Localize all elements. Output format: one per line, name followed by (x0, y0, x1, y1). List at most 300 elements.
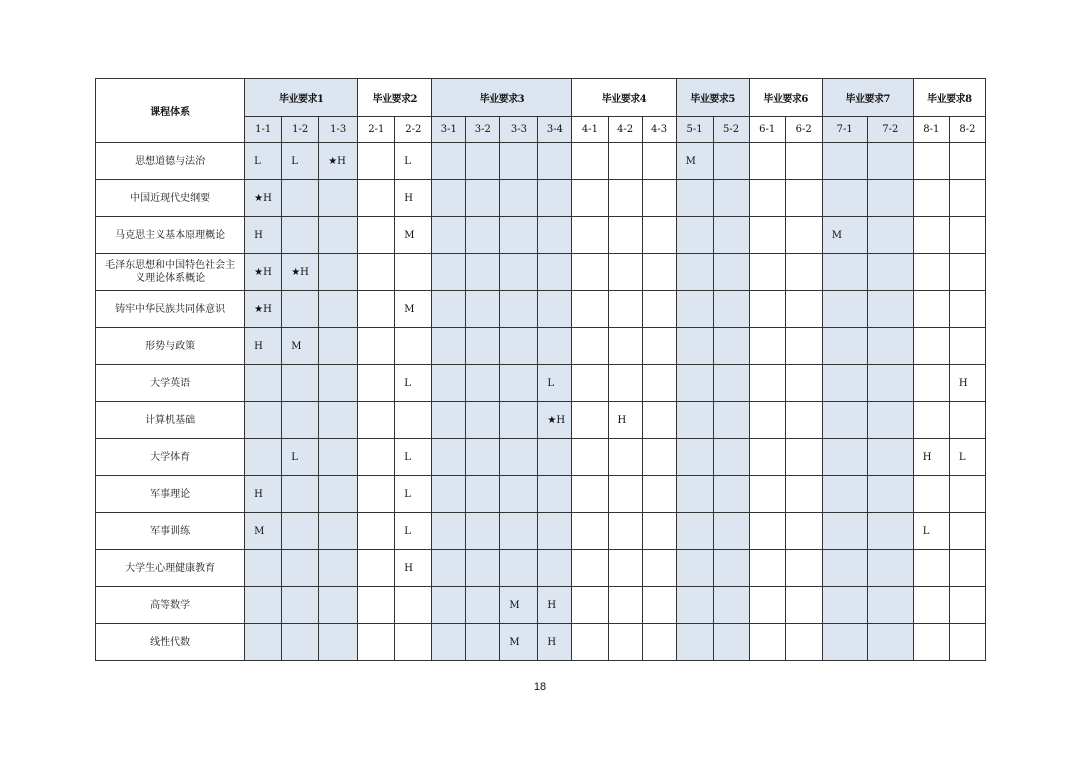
support-level-cell (466, 291, 500, 328)
course-name: 大学体育 (96, 439, 245, 476)
support-level-cell (500, 402, 538, 439)
support-level-cell (319, 365, 358, 402)
support-level-cell: L (395, 476, 432, 513)
support-level-cell (785, 365, 822, 402)
support-level-cell (913, 624, 949, 661)
support-level-cell: M (500, 587, 538, 624)
table-row (96, 217, 986, 254)
support-level-cell (822, 550, 867, 587)
support-level-cell (608, 328, 642, 365)
header-row-groups (96, 79, 986, 117)
support-level-cell (822, 513, 867, 550)
support-level-cell (538, 291, 572, 328)
support-level-cell (949, 476, 985, 513)
support-level-cell (608, 365, 642, 402)
support-level-cell: L (538, 365, 572, 402)
requirement-group-header: 毕业要求8 (913, 79, 985, 117)
support-level-cell (713, 217, 749, 254)
support-level-cell (466, 365, 500, 402)
support-level-cell (785, 180, 822, 217)
support-level-cell (749, 328, 785, 365)
sub-requirement-header: 3-1 (432, 117, 466, 143)
sub-requirement-header: 3-4 (538, 117, 572, 143)
support-level-cell (395, 402, 432, 439)
support-level-cell (282, 402, 319, 439)
support-level-cell (608, 550, 642, 587)
support-level-cell (319, 624, 358, 661)
support-level-cell (282, 217, 319, 254)
support-level-cell (822, 439, 867, 476)
support-level-cell (358, 439, 395, 476)
support-level-cell (676, 550, 713, 587)
support-level-cell (749, 291, 785, 328)
support-level-cell (358, 217, 395, 254)
support-level-cell (867, 254, 913, 291)
support-level-cell (432, 143, 466, 180)
course-name: 形势与政策 (96, 328, 245, 365)
support-level-cell (538, 180, 572, 217)
support-level-cell: H (538, 587, 572, 624)
support-level-cell: H (608, 402, 642, 439)
table-row (96, 143, 986, 180)
support-level-cell (608, 217, 642, 254)
support-level-cell: H (245, 476, 282, 513)
support-level-cell (913, 143, 949, 180)
support-level-cell (245, 365, 282, 402)
support-level-cell (432, 402, 466, 439)
support-level-cell: H (949, 365, 985, 402)
support-level-cell (642, 143, 676, 180)
support-level-cell (282, 291, 319, 328)
support-level-cell (432, 217, 466, 254)
support-level-cell (822, 402, 867, 439)
table-row (96, 291, 986, 328)
support-level-cell: M (500, 624, 538, 661)
course-name: 军事训练 (96, 513, 245, 550)
support-level-cell: ★H (319, 143, 358, 180)
support-level-cell (358, 476, 395, 513)
support-level-cell: M (245, 513, 282, 550)
support-level-cell (572, 476, 608, 513)
support-level-cell (867, 513, 913, 550)
course-name: 思想道德与法治 (96, 143, 245, 180)
table-row (96, 254, 986, 291)
support-level-cell (572, 624, 608, 661)
support-level-cell (572, 439, 608, 476)
support-level-cell (713, 143, 749, 180)
support-level-cell: L (395, 439, 432, 476)
support-level-cell (319, 291, 358, 328)
support-level-cell (572, 180, 608, 217)
sub-requirement-header: 6-2 (785, 117, 822, 143)
table-row (96, 513, 986, 550)
sub-requirement-header: 3-3 (500, 117, 538, 143)
support-level-cell (432, 254, 466, 291)
support-level-cell (245, 439, 282, 476)
support-level-cell (713, 254, 749, 291)
sub-requirement-header: 5-2 (713, 117, 749, 143)
support-level-cell (432, 439, 466, 476)
support-level-cell (713, 624, 749, 661)
support-level-cell (867, 587, 913, 624)
support-level-cell (676, 402, 713, 439)
support-level-cell (608, 513, 642, 550)
support-level-cell (949, 402, 985, 439)
support-level-cell: L (913, 513, 949, 550)
support-level-cell (358, 291, 395, 328)
support-level-cell (913, 328, 949, 365)
support-level-cell (749, 402, 785, 439)
table-row (96, 439, 986, 476)
course-name: 铸牢中华民族共同体意识 (96, 291, 245, 328)
support-level-cell (500, 328, 538, 365)
support-level-cell (358, 254, 395, 291)
support-level-cell (319, 587, 358, 624)
support-level-cell (949, 587, 985, 624)
support-level-cell (432, 180, 466, 217)
table-row (96, 402, 986, 439)
support-level-cell (245, 402, 282, 439)
support-level-cell (500, 476, 538, 513)
course-name: 军事理论 (96, 476, 245, 513)
sub-requirement-header: 8-1 (913, 117, 949, 143)
course-name: 中国近现代史纲要 (96, 180, 245, 217)
support-level-cell (785, 624, 822, 661)
course-name: 计算机基础 (96, 402, 245, 439)
support-level-cell (749, 217, 785, 254)
requirement-group-header: 毕业要求2 (358, 79, 432, 117)
support-level-cell (713, 513, 749, 550)
support-level-cell (466, 624, 500, 661)
support-level-cell (822, 180, 867, 217)
support-level-cell (642, 180, 676, 217)
support-level-cell (785, 291, 822, 328)
sub-requirement-header: 2-1 (358, 117, 395, 143)
support-level-cell (822, 624, 867, 661)
support-level-cell (642, 328, 676, 365)
support-level-cell (466, 402, 500, 439)
support-level-cell (785, 254, 822, 291)
support-level-cell (749, 365, 785, 402)
support-level-cell (642, 550, 676, 587)
support-level-cell: L (395, 513, 432, 550)
support-level-cell (785, 328, 822, 365)
support-level-cell (466, 439, 500, 476)
support-level-cell (676, 291, 713, 328)
support-level-cell (245, 550, 282, 587)
support-level-cell (572, 402, 608, 439)
support-level-cell: ★H (245, 291, 282, 328)
support-level-cell (432, 365, 466, 402)
support-level-cell (676, 180, 713, 217)
support-level-cell (867, 143, 913, 180)
sub-requirement-header: 1-2 (282, 117, 319, 143)
support-level-cell (642, 217, 676, 254)
support-level-cell (749, 550, 785, 587)
support-level-cell (676, 439, 713, 476)
support-level-cell (466, 476, 500, 513)
sub-requirement-header: 8-2 (949, 117, 985, 143)
sub-requirement-header: 7-2 (867, 117, 913, 143)
support-level-cell (822, 291, 867, 328)
support-level-cell (608, 476, 642, 513)
support-level-cell (538, 550, 572, 587)
support-level-cell (538, 439, 572, 476)
support-level-cell (913, 217, 949, 254)
support-level-cell (500, 143, 538, 180)
support-level-cell: M (822, 217, 867, 254)
support-level-cell (608, 143, 642, 180)
support-level-cell (358, 587, 395, 624)
support-level-cell (608, 587, 642, 624)
support-level-cell (949, 180, 985, 217)
support-level-cell (319, 402, 358, 439)
support-level-cell (466, 550, 500, 587)
support-level-cell (432, 587, 466, 624)
support-level-cell: H (913, 439, 949, 476)
support-level-cell (282, 180, 319, 217)
support-level-cell (282, 624, 319, 661)
support-level-cell (358, 624, 395, 661)
support-level-cell (822, 143, 867, 180)
support-level-cell (676, 217, 713, 254)
support-level-cell (245, 587, 282, 624)
support-level-cell (785, 143, 822, 180)
support-level-cell (572, 254, 608, 291)
support-level-cell (713, 180, 749, 217)
sub-requirement-header: 1-1 (245, 117, 282, 143)
support-level-cell (282, 513, 319, 550)
support-level-cell (432, 291, 466, 328)
support-level-cell (949, 254, 985, 291)
support-level-cell (642, 439, 676, 476)
support-level-cell (358, 328, 395, 365)
support-level-cell: L (395, 365, 432, 402)
support-level-cell (713, 550, 749, 587)
support-level-cell (867, 365, 913, 402)
support-level-cell (642, 291, 676, 328)
page-number: 18 (533, 681, 547, 693)
support-level-cell (785, 513, 822, 550)
support-level-cell (466, 513, 500, 550)
support-level-cell (608, 254, 642, 291)
support-level-cell (867, 476, 913, 513)
support-level-cell: H (245, 217, 282, 254)
support-level-cell (319, 254, 358, 291)
support-level-cell (749, 143, 785, 180)
support-level-cell (466, 180, 500, 217)
support-level-cell (785, 439, 822, 476)
support-level-cell: L (282, 439, 319, 476)
sub-requirement-header: 3-2 (466, 117, 500, 143)
support-level-cell (282, 587, 319, 624)
support-level-cell (395, 328, 432, 365)
support-level-cell: L (395, 143, 432, 180)
support-level-cell (319, 513, 358, 550)
support-level-cell (676, 365, 713, 402)
sub-requirement-header: 4-2 (608, 117, 642, 143)
support-level-cell (713, 365, 749, 402)
support-level-cell (913, 587, 949, 624)
support-level-cell (867, 217, 913, 254)
support-level-cell: ★H (538, 402, 572, 439)
support-level-cell (572, 328, 608, 365)
support-level-cell (949, 624, 985, 661)
support-level-cell (949, 217, 985, 254)
support-level-cell (867, 624, 913, 661)
support-level-cell (713, 476, 749, 513)
support-level-cell (867, 550, 913, 587)
support-level-cell: M (395, 291, 432, 328)
requirement-group-header: 毕业要求4 (572, 79, 676, 117)
support-level-cell (749, 254, 785, 291)
support-level-cell (466, 254, 500, 291)
support-level-cell (676, 328, 713, 365)
requirement-group-header: 毕业要求5 (676, 79, 749, 117)
support-level-cell (949, 328, 985, 365)
support-level-cell: H (395, 180, 432, 217)
support-level-cell (358, 402, 395, 439)
support-level-cell (319, 217, 358, 254)
table-row (96, 180, 986, 217)
support-level-cell: M (395, 217, 432, 254)
support-level-cell (538, 217, 572, 254)
support-level-cell (949, 143, 985, 180)
table-row (96, 550, 986, 587)
support-level-cell (867, 439, 913, 476)
support-level-cell (676, 476, 713, 513)
support-level-cell (319, 180, 358, 217)
support-level-cell (432, 624, 466, 661)
support-level-cell (432, 550, 466, 587)
support-level-cell (913, 402, 949, 439)
support-level-cell (500, 439, 538, 476)
support-level-cell (500, 365, 538, 402)
support-level-cell (785, 402, 822, 439)
support-level-cell: M (282, 328, 319, 365)
support-level-cell (713, 291, 749, 328)
support-level-cell (867, 402, 913, 439)
support-level-cell (500, 254, 538, 291)
support-level-cell (500, 291, 538, 328)
support-level-cell (282, 476, 319, 513)
support-level-cell (572, 291, 608, 328)
support-level-cell (713, 439, 749, 476)
support-level-cell (358, 180, 395, 217)
support-level-cell (749, 439, 785, 476)
table-row (96, 476, 986, 513)
support-level-cell (867, 328, 913, 365)
support-level-cell (642, 624, 676, 661)
support-level-cell (949, 291, 985, 328)
support-level-cell (538, 513, 572, 550)
support-level-cell (642, 476, 676, 513)
support-level-cell (432, 476, 466, 513)
support-level-cell (395, 624, 432, 661)
requirement-group-header: 毕业要求3 (432, 79, 572, 117)
support-level-cell (319, 550, 358, 587)
support-level-cell (913, 180, 949, 217)
corner-header: 课程体系 (96, 79, 245, 143)
support-level-cell (245, 624, 282, 661)
sub-requirement-header: 4-1 (572, 117, 608, 143)
sub-requirement-header: 4-3 (642, 117, 676, 143)
course-name: 大学生心理健康教育 (96, 550, 245, 587)
sub-requirement-header: 1-3 (319, 117, 358, 143)
support-level-cell: L (282, 143, 319, 180)
support-level-cell (500, 513, 538, 550)
support-level-cell (282, 550, 319, 587)
support-level-cell (432, 328, 466, 365)
course-name: 高等数学 (96, 587, 245, 624)
support-level-cell (282, 365, 319, 402)
support-level-cell: ★H (245, 180, 282, 217)
support-level-cell (949, 513, 985, 550)
table-row (96, 328, 986, 365)
support-level-cell (822, 365, 867, 402)
support-level-cell (749, 624, 785, 661)
support-level-cell (608, 439, 642, 476)
support-level-cell: H (395, 550, 432, 587)
support-level-cell (785, 217, 822, 254)
support-level-cell (913, 365, 949, 402)
support-level-cell (913, 476, 949, 513)
course-name: 马克思主义基本原理概论 (96, 217, 245, 254)
support-level-cell: L (949, 439, 985, 476)
support-level-cell (608, 180, 642, 217)
support-level-cell (572, 550, 608, 587)
support-level-cell (913, 291, 949, 328)
support-level-cell (466, 217, 500, 254)
support-level-cell (538, 328, 572, 365)
support-level-cell: M (676, 143, 713, 180)
support-level-cell (358, 550, 395, 587)
support-level-cell (676, 624, 713, 661)
support-level-cell (822, 587, 867, 624)
support-level-cell (466, 587, 500, 624)
support-level-cell: ★H (245, 254, 282, 291)
support-level-cell (642, 254, 676, 291)
support-level-cell: L (245, 143, 282, 180)
sub-requirement-header: 7-1 (822, 117, 867, 143)
support-level-cell (822, 476, 867, 513)
support-level-cell (319, 439, 358, 476)
support-level-cell: H (538, 624, 572, 661)
course-requirement-matrix (95, 78, 986, 661)
sub-requirement-header: 2-2 (395, 117, 432, 143)
support-level-cell (466, 328, 500, 365)
support-level-cell (676, 587, 713, 624)
support-level-cell (749, 587, 785, 624)
sub-requirement-header: 5-1 (676, 117, 713, 143)
support-level-cell (642, 587, 676, 624)
support-level-cell (642, 513, 676, 550)
support-level-cell (785, 476, 822, 513)
support-level-cell (608, 624, 642, 661)
support-level-cell (358, 143, 395, 180)
support-level-cell (949, 550, 985, 587)
support-level-cell (749, 180, 785, 217)
table-row (96, 624, 986, 661)
support-level-cell (713, 587, 749, 624)
support-level-cell (713, 328, 749, 365)
support-level-cell (913, 254, 949, 291)
support-level-cell (822, 328, 867, 365)
requirement-group-header: 毕业要求7 (822, 79, 913, 117)
support-level-cell (572, 217, 608, 254)
support-level-cell (785, 550, 822, 587)
support-level-cell (395, 254, 432, 291)
